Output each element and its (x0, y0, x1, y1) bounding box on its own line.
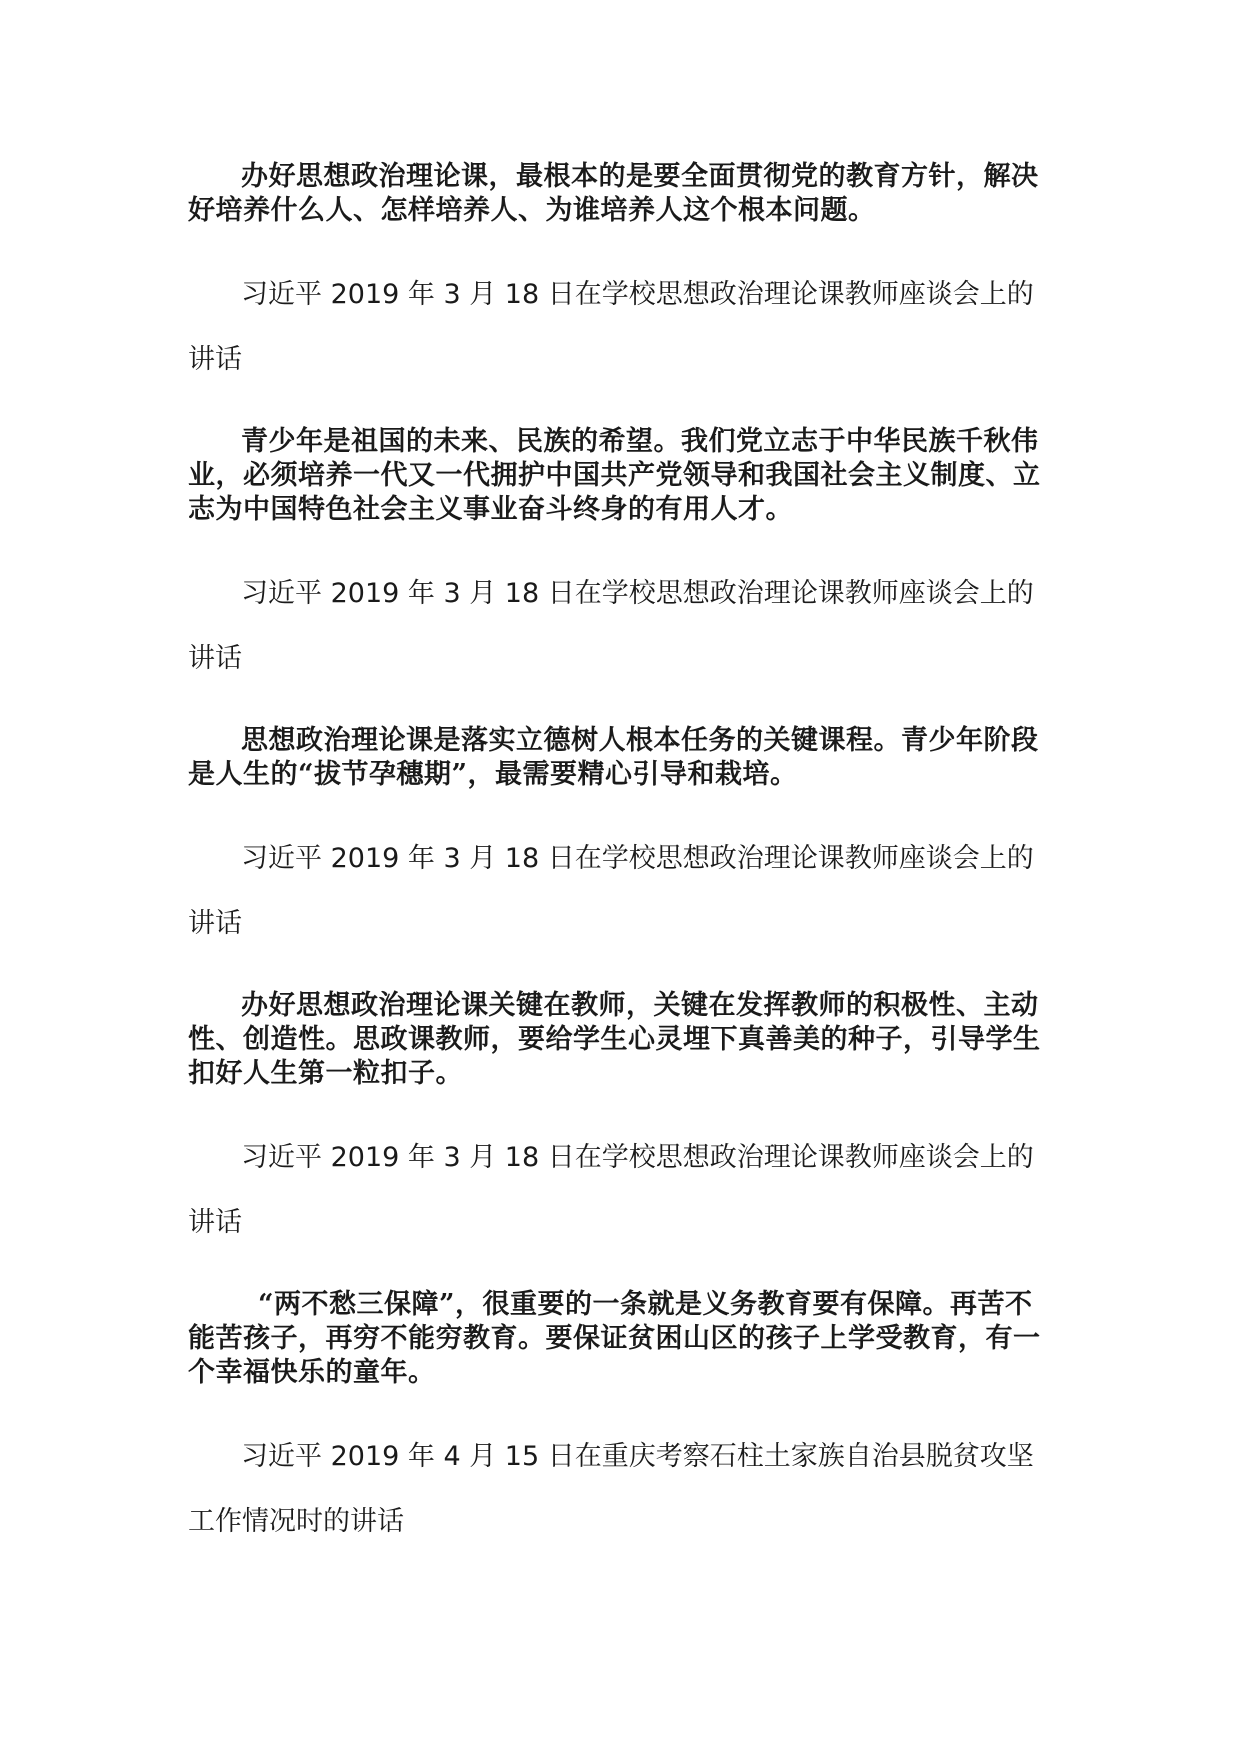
quote-source: 习近平 2019 年 3 月 18 日在学校思想政治理论课教师座谈会上的讲话 (188, 843, 1034, 939)
document-page (188, 160, 1058, 1554)
quote-paragraph: 办好思想政治理论课关键在教师，关键在发挥教师的积极性、主动性、创造性。思政课教师，要给学生心灵埋下真善美的种子，引导学生扣好人生第一粒扣子。 (188, 990, 1041, 1089)
quote-source: 习近平 2019 年 3 月 18 日在学校思想政治理论课教师座谈会上的讲话 (188, 279, 1034, 375)
quote-paragraph: “两不愁三保障”，很重要的一条就是义务教育要有保障。再苦不能苦孩子，再穷不能穷教育。要保证贫困山区的孩子上学受教育，有一个幸福快乐的童年。 (188, 1289, 1041, 1388)
quote-source: 习近平 2019 年 4 月 15 日在重庆考察石柱土家族自治县脱贫攻坚工作情况时的讲话 (188, 1441, 1034, 1537)
quote-paragraph: 思想政治理论课是落实立德树人根本任务的关键课程。青少年阶段是人生的“拔节孕穗期”，最需要精心引导和栽培。 (188, 725, 1039, 790)
quote-paragraph: 青少年是祖国的未来、民族的希望。我们党立志于中华民族千秋伟业，必须培养一代又一代拥护中国共产党领导和我国社会主义制度、立志为中国特色社会主义事业奋斗终身的有用人才。 (188, 426, 1041, 525)
quote-source: 习近平 2019 年 3 月 18 日在学校思想政治理论课教师座谈会上的讲话 (188, 1142, 1034, 1238)
quote-source: 习近平 2019 年 3 月 18 日在学校思想政治理论课教师座谈会上的讲话 (188, 578, 1034, 674)
quote-paragraph: 办好思想政治理论课，最根本的是要全面贯彻党的教育方针，解决好培养什么人、怎样培养人、为谁培养人这个根本问题。 (188, 161, 1039, 226)
